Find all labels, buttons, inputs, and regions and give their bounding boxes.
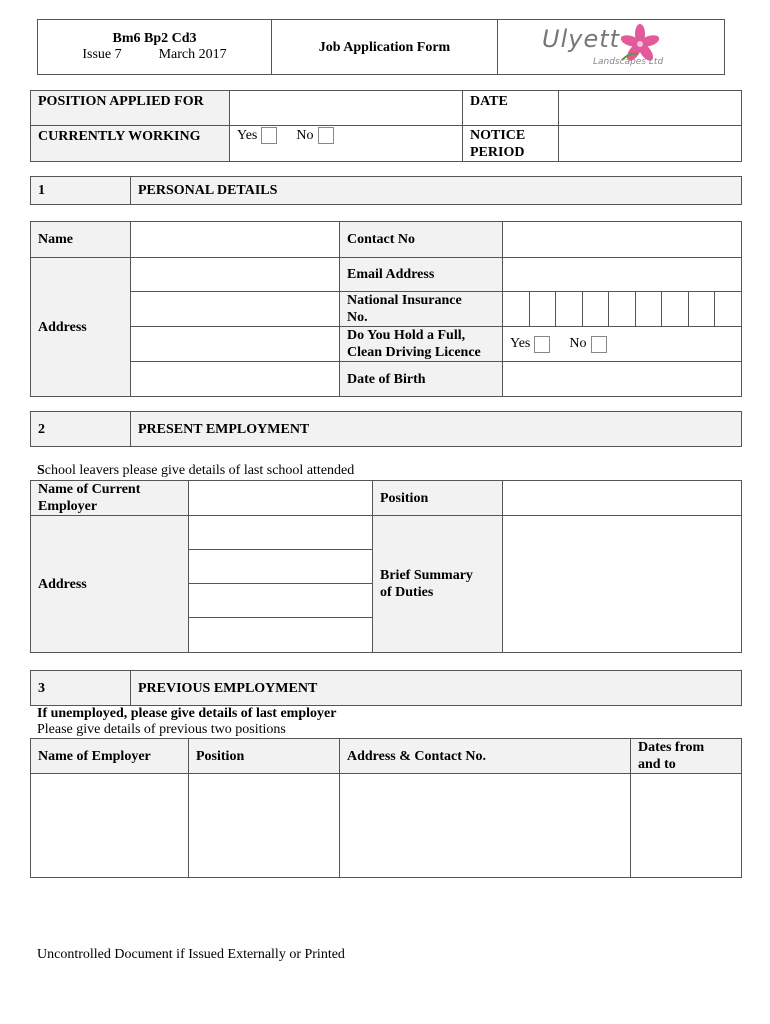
- yes-label: Yes: [510, 336, 531, 352]
- section-2-number: 2: [31, 412, 131, 447]
- prev-employer-field[interactable]: [31, 774, 189, 878]
- notice-period-field[interactable]: [559, 126, 742, 162]
- ni-box[interactable]: [582, 292, 608, 326]
- ni-label-line2: No.: [347, 310, 368, 325]
- section-1-header: [30, 176, 742, 205]
- col-employer-header: Name of Employer: [31, 739, 189, 774]
- form-title: Job Application Form: [272, 20, 498, 75]
- ni-box[interactable]: [529, 292, 555, 326]
- no-label: No: [296, 128, 314, 143]
- currently-working-no-checkbox[interactable]: [318, 127, 334, 144]
- prev-dates-field[interactable]: [631, 774, 742, 878]
- duties-label-line2: of Duties: [380, 585, 434, 600]
- issue-number: Issue 7: [82, 47, 122, 62]
- email-field[interactable]: [503, 258, 742, 292]
- yes-label: Yes: [237, 128, 258, 143]
- logo-subtext: Landscapes Ltd: [593, 57, 664, 67]
- prev-position-field[interactable]: [189, 774, 340, 878]
- unemployed-note: If unemployed, please give details of last employer: [37, 706, 337, 721]
- previous-employment-table: [30, 738, 742, 878]
- contact-no-field[interactable]: [503, 222, 742, 258]
- issue-date: March 2017: [158, 47, 227, 62]
- email-label: Email Address: [340, 258, 503, 292]
- licence-no-checkbox[interactable]: [591, 336, 607, 353]
- personal-details-table: [30, 221, 742, 397]
- position-table: [30, 90, 742, 162]
- address-line-4-field[interactable]: [131, 362, 340, 397]
- ni-box[interactable]: [609, 292, 635, 326]
- present-employment-table: [30, 480, 742, 653]
- employer-address-line-4[interactable]: [189, 618, 373, 653]
- col-dates-header: [631, 739, 742, 774]
- address-line-2-field[interactable]: [131, 292, 340, 327]
- employer-address-line-2[interactable]: [189, 550, 373, 584]
- ni-box[interactable]: [503, 292, 529, 326]
- position-label: Position: [373, 481, 503, 516]
- section-1-title: PERSONAL DETAILS: [131, 177, 742, 205]
- name-field[interactable]: [131, 222, 340, 258]
- duties-label: [373, 516, 503, 653]
- currently-working-options: [230, 126, 463, 162]
- contact-no-label: Contact No: [340, 222, 503, 258]
- duties-label-line1: Brief Summary: [380, 568, 473, 583]
- employer-address-line-3[interactable]: [189, 584, 373, 618]
- dates-header-line1: Dates from: [638, 740, 705, 755]
- date-field[interactable]: [559, 91, 742, 126]
- notice-label-line2: PERIOD: [470, 145, 525, 160]
- licence-label-line1: Do You Hold a Full,: [347, 328, 466, 343]
- licence-label-line2: Clean Driving Licence: [347, 345, 481, 360]
- employer-address-label: Address: [31, 516, 189, 653]
- address-line-3-field[interactable]: [131, 327, 340, 362]
- previous-positions-note: Please give details of previous two positions: [37, 722, 286, 737]
- doc-code: Bm6 Bp2 Cd3: [112, 31, 197, 46]
- logo-cell: [498, 20, 725, 75]
- current-employer-field[interactable]: [189, 481, 373, 516]
- dob-field[interactable]: [503, 362, 742, 397]
- col-address-header: Address & Contact No.: [340, 739, 631, 774]
- note-rest: chool leavers please give details of last school attended: [44, 463, 355, 478]
- section-3-number: 3: [31, 671, 131, 706]
- address-line-1-field[interactable]: [131, 258, 340, 292]
- licence-yes-checkbox[interactable]: [534, 336, 550, 353]
- header-table: [37, 19, 725, 75]
- ni-label-line1: National Insurance: [347, 293, 462, 308]
- ni-box[interactable]: [556, 292, 582, 326]
- notice-label-line1: NOTICE: [470, 128, 526, 143]
- currently-working-label: CURRENTLY WORKING: [31, 126, 230, 162]
- table-row: [31, 774, 742, 878]
- address-label: Address: [31, 258, 131, 397]
- section-2-title: PRESENT EMPLOYMENT: [131, 412, 742, 447]
- dates-header-line2: and to: [638, 757, 676, 772]
- section-2-header: [30, 411, 742, 447]
- position-field[interactable]: [503, 481, 742, 516]
- employer-label-line1: Name of Current: [38, 482, 141, 497]
- note-first-letter: S: [37, 463, 45, 478]
- name-label: Name: [31, 222, 131, 258]
- school-leavers-note: [37, 463, 354, 479]
- ni-number-label: [340, 292, 503, 327]
- ni-box[interactable]: [688, 292, 714, 326]
- notice-period-label: [463, 126, 559, 162]
- footer-text: Uncontrolled Document if Issued Externally or Printed: [37, 947, 345, 962]
- ni-box[interactable]: [715, 292, 742, 326]
- section-1-number: 1: [31, 177, 131, 205]
- ni-box[interactable]: [635, 292, 661, 326]
- prev-address-field[interactable]: [340, 774, 631, 878]
- company-logo: [498, 21, 724, 73]
- duties-field[interactable]: [503, 516, 742, 653]
- issue-line: [45, 47, 264, 63]
- employer-label-line2: Employer: [38, 499, 98, 514]
- logo-text: Ulyett: [542, 25, 621, 53]
- current-employer-label: [31, 481, 189, 516]
- no-label: No: [569, 336, 587, 352]
- section-3-title: PREVIOUS EMPLOYMENT: [131, 671, 742, 706]
- driving-licence-label: [340, 327, 503, 362]
- date-label: DATE: [463, 91, 559, 126]
- position-applied-label: POSITION APPLIED FOR: [31, 91, 230, 126]
- doc-ref-cell: [38, 20, 272, 75]
- ni-number-field: [503, 292, 742, 327]
- section-3-header: [30, 670, 742, 706]
- currently-working-yes-checkbox[interactable]: [261, 127, 277, 144]
- col-position-header: Position: [189, 739, 340, 774]
- position-applied-field[interactable]: [230, 91, 463, 126]
- dob-label: Date of Birth: [340, 362, 503, 397]
- ni-box[interactable]: [662, 292, 688, 326]
- driving-licence-options: [503, 327, 742, 362]
- employer-address-line-1[interactable]: [189, 516, 373, 550]
